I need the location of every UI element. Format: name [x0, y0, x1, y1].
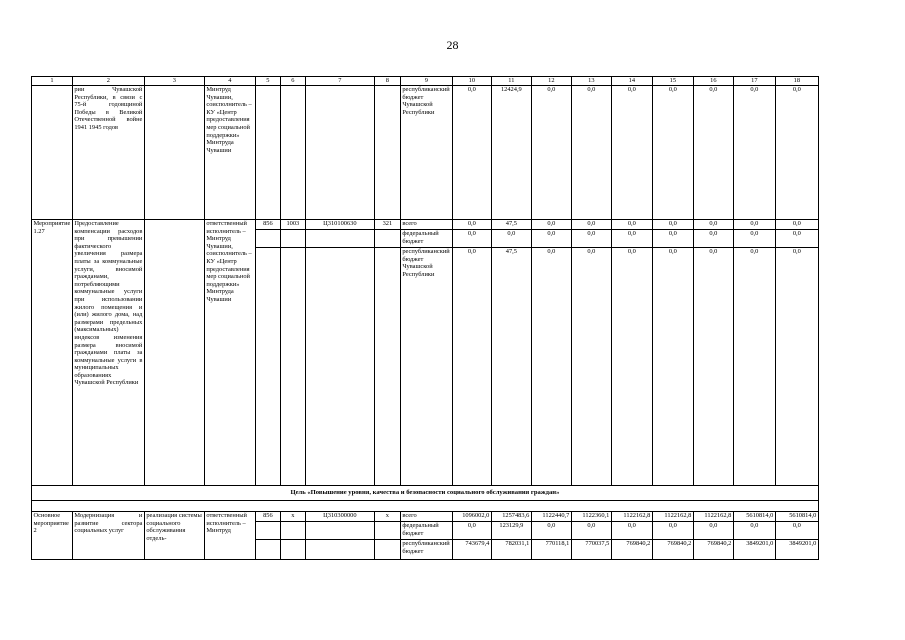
value-cell: 0,0: [693, 230, 733, 248]
rzpr-cell: [280, 522, 305, 540]
value-cell: 0,0: [733, 248, 775, 486]
funding-source-cell: федеральный бюджет: [400, 230, 452, 248]
vr-cell: [374, 230, 400, 248]
column-number: 1: [32, 77, 73, 86]
rzpr-cell: х: [280, 512, 305, 522]
value-cell: 0,0: [611, 220, 652, 230]
value-cell: 0,0: [531, 248, 571, 486]
value-cell: 0,0: [693, 248, 733, 486]
value-cell: 0,0: [693, 522, 733, 540]
program-table: [31, 76, 819, 560]
vr-cell: х: [374, 512, 400, 522]
spacer-cell: [32, 501, 819, 512]
measure-name-cell: Модернизация и развитие сектора социальных услуг: [72, 512, 144, 560]
grbs-cell: [255, 540, 280, 560]
rzpr-cell: [280, 248, 305, 486]
goal-row: [32, 486, 819, 501]
value-cell: 5610814,0: [775, 512, 818, 522]
value-cell: 3849201,0: [733, 540, 775, 560]
value-cell: 1257483,6: [491, 512, 531, 522]
value-cell: 0,0: [775, 220, 818, 230]
vr-cell: [374, 540, 400, 560]
csr-cell: [305, 540, 374, 560]
value-cell: 0,0: [491, 230, 531, 248]
result-cell: [144, 220, 204, 486]
value-cell: 0,0: [775, 86, 818, 220]
value-cell: 0,0: [452, 522, 491, 540]
value-cell: 0,0: [733, 220, 775, 230]
grbs-cell: [255, 522, 280, 540]
measure-name-cell: рии Чувашской Республики, в связи с 75-й годовщиной Победы в Великой Отечественной войне 1941 1945 годов: [72, 86, 144, 220]
executor-cell: ответственный исполнитель – Минтруд Чувашии, соисполнитель – КУ «Центр предоставления мер социальной поддержки» Минтруда Чувашии: [204, 220, 255, 486]
spacer-row: [32, 501, 819, 512]
column-number: 5: [255, 77, 280, 86]
grbs-cell: [255, 86, 280, 220]
value-cell: 770037,5: [571, 540, 611, 560]
executor-cell: Минтруд Чувашии, соисполнитель – КУ «Центр предоставления мер социальной поддержки» Минтруда Чувашии: [204, 86, 255, 220]
value-cell: 0,0: [571, 248, 611, 486]
rzpr-cell: [280, 230, 305, 248]
value-cell: 0,0: [571, 522, 611, 540]
value-cell: 5610814,0: [733, 512, 775, 522]
value-cell: 12424,9: [491, 86, 531, 220]
csr-cell: Ц310300000: [305, 512, 374, 522]
value-cell: 47,5: [491, 220, 531, 230]
goal-heading: Цель «Повышение уровня, качества и безопасности социального обслуживания граждан»: [32, 486, 819, 501]
column-number: 17: [733, 77, 775, 86]
value-cell: 0,0: [531, 220, 571, 230]
csr-cell: Ц310100630: [305, 220, 374, 230]
value-cell: 0,0: [452, 86, 491, 220]
vr-cell: [374, 248, 400, 486]
column-number: 15: [652, 77, 693, 86]
result-cell: [144, 86, 204, 220]
vr-cell: [374, 522, 400, 540]
table-row: [32, 86, 819, 220]
grbs-cell: [255, 230, 280, 248]
result-cell: реализация системы социального обслуживания отдель-: [144, 512, 204, 560]
table-row: [32, 220, 819, 230]
value-cell: 0,0: [733, 230, 775, 248]
value-cell: 47,5: [491, 248, 531, 486]
value-cell: 3849201,0: [775, 540, 818, 560]
value-cell: 123129,9: [491, 522, 531, 540]
value-cell: 0,0: [652, 230, 693, 248]
value-cell: 1122162,8: [693, 512, 733, 522]
measure-name-cell: Предоставление компенсации расходов при превышении фактического увеличения размера платы за коммунальные услуги, вносимой гражданами, потребляющими коммунальные услуги при использовании жилого помещения и (или) жилого дома, над размерами предельных (максимальных) индексов изменения размера вносимой гражданами платы за коммунальные услуги в муниципальных образованиях Чувашской Республики: [72, 220, 144, 486]
column-number: 16: [693, 77, 733, 86]
column-number: 3: [144, 77, 204, 86]
value-cell: 1122162,8: [611, 512, 652, 522]
vr-cell: 321: [374, 220, 400, 230]
rzpr-cell: [280, 86, 305, 220]
column-number: 11: [491, 77, 531, 86]
value-cell: 0,0: [693, 86, 733, 220]
rzpr-cell: 1003: [280, 220, 305, 230]
value-cell: 0,0: [531, 230, 571, 248]
value-cell: 769840,2: [693, 540, 733, 560]
value-cell: 0,0: [611, 248, 652, 486]
value-cell: 0,0: [611, 230, 652, 248]
value-cell: 0,0: [733, 522, 775, 540]
value-cell: 769840,2: [611, 540, 652, 560]
value-cell: 1122360,1: [571, 512, 611, 522]
value-cell: 0,0: [733, 86, 775, 220]
column-number: 9: [400, 77, 452, 86]
value-cell: 1122440,7: [531, 512, 571, 522]
grbs-cell: 856: [255, 220, 280, 230]
column-number: 12: [531, 77, 571, 86]
measure-code-cell: Основное мероприятие 2: [32, 512, 73, 560]
measure-code-cell: [32, 86, 73, 220]
grbs-cell: 856: [255, 512, 280, 522]
value-cell: 0,0: [531, 522, 571, 540]
value-cell: 743679,4: [452, 540, 491, 560]
column-number-row: [32, 77, 819, 86]
page-number: 28: [446, 38, 459, 52]
value-cell: 0,0: [452, 248, 491, 486]
value-cell: 0,0: [775, 230, 818, 248]
value-cell: 0,0: [452, 220, 491, 230]
funding-source-cell: республиканский бюджет Чувашской Республики: [400, 86, 452, 220]
value-cell: 1096002,0: [452, 512, 491, 522]
csr-cell: [305, 230, 374, 248]
value-cell: 0,0: [571, 86, 611, 220]
column-number: 8: [374, 77, 400, 86]
value-cell: 769840,2: [652, 540, 693, 560]
value-cell: 782031,1: [491, 540, 531, 560]
value-cell: 0,0: [652, 86, 693, 220]
value-cell: 0,0: [775, 522, 818, 540]
funding-source-cell: федеральный бюджет: [400, 522, 452, 540]
column-number: 18: [775, 77, 818, 86]
column-number: 4: [204, 77, 255, 86]
table-row: [32, 512, 819, 522]
value-cell: 0,0: [611, 86, 652, 220]
vr-cell: [374, 86, 400, 220]
funding-source-cell: республиканский бюджет Чувашской Республики: [400, 248, 452, 486]
funding-source-cell: республиканский бюджет: [400, 540, 452, 560]
value-cell: 0,0: [571, 220, 611, 230]
column-number: 14: [611, 77, 652, 86]
value-cell: 770118,1: [531, 540, 571, 560]
csr-cell: [305, 86, 374, 220]
value-cell: 0,0: [571, 230, 611, 248]
value-cell: 0,0: [611, 522, 652, 540]
funding-source-cell: всего: [400, 512, 452, 522]
column-number: 10: [452, 77, 491, 86]
value-cell: 0,0: [652, 248, 693, 486]
rzpr-cell: [280, 540, 305, 560]
grbs-cell: [255, 248, 280, 486]
column-number: 13: [571, 77, 611, 86]
column-number: 7: [305, 77, 374, 86]
value-cell: 0,0: [775, 248, 818, 486]
measure-code-cell: Мероприятие 1.27: [32, 220, 73, 486]
csr-cell: [305, 522, 374, 540]
value-cell: 0,0: [452, 230, 491, 248]
column-number: 2: [72, 77, 144, 86]
column-number: 6: [280, 77, 305, 86]
value-cell: 0,0: [652, 522, 693, 540]
value-cell: 0,0: [693, 220, 733, 230]
value-cell: 0,0: [652, 220, 693, 230]
value-cell: 1122162,8: [652, 512, 693, 522]
value-cell: 0,0: [531, 86, 571, 220]
funding-source-cell: всего: [400, 220, 452, 230]
executor-cell: ответственный исполнитель – Минтруд: [204, 512, 255, 560]
csr-cell: [305, 248, 374, 486]
